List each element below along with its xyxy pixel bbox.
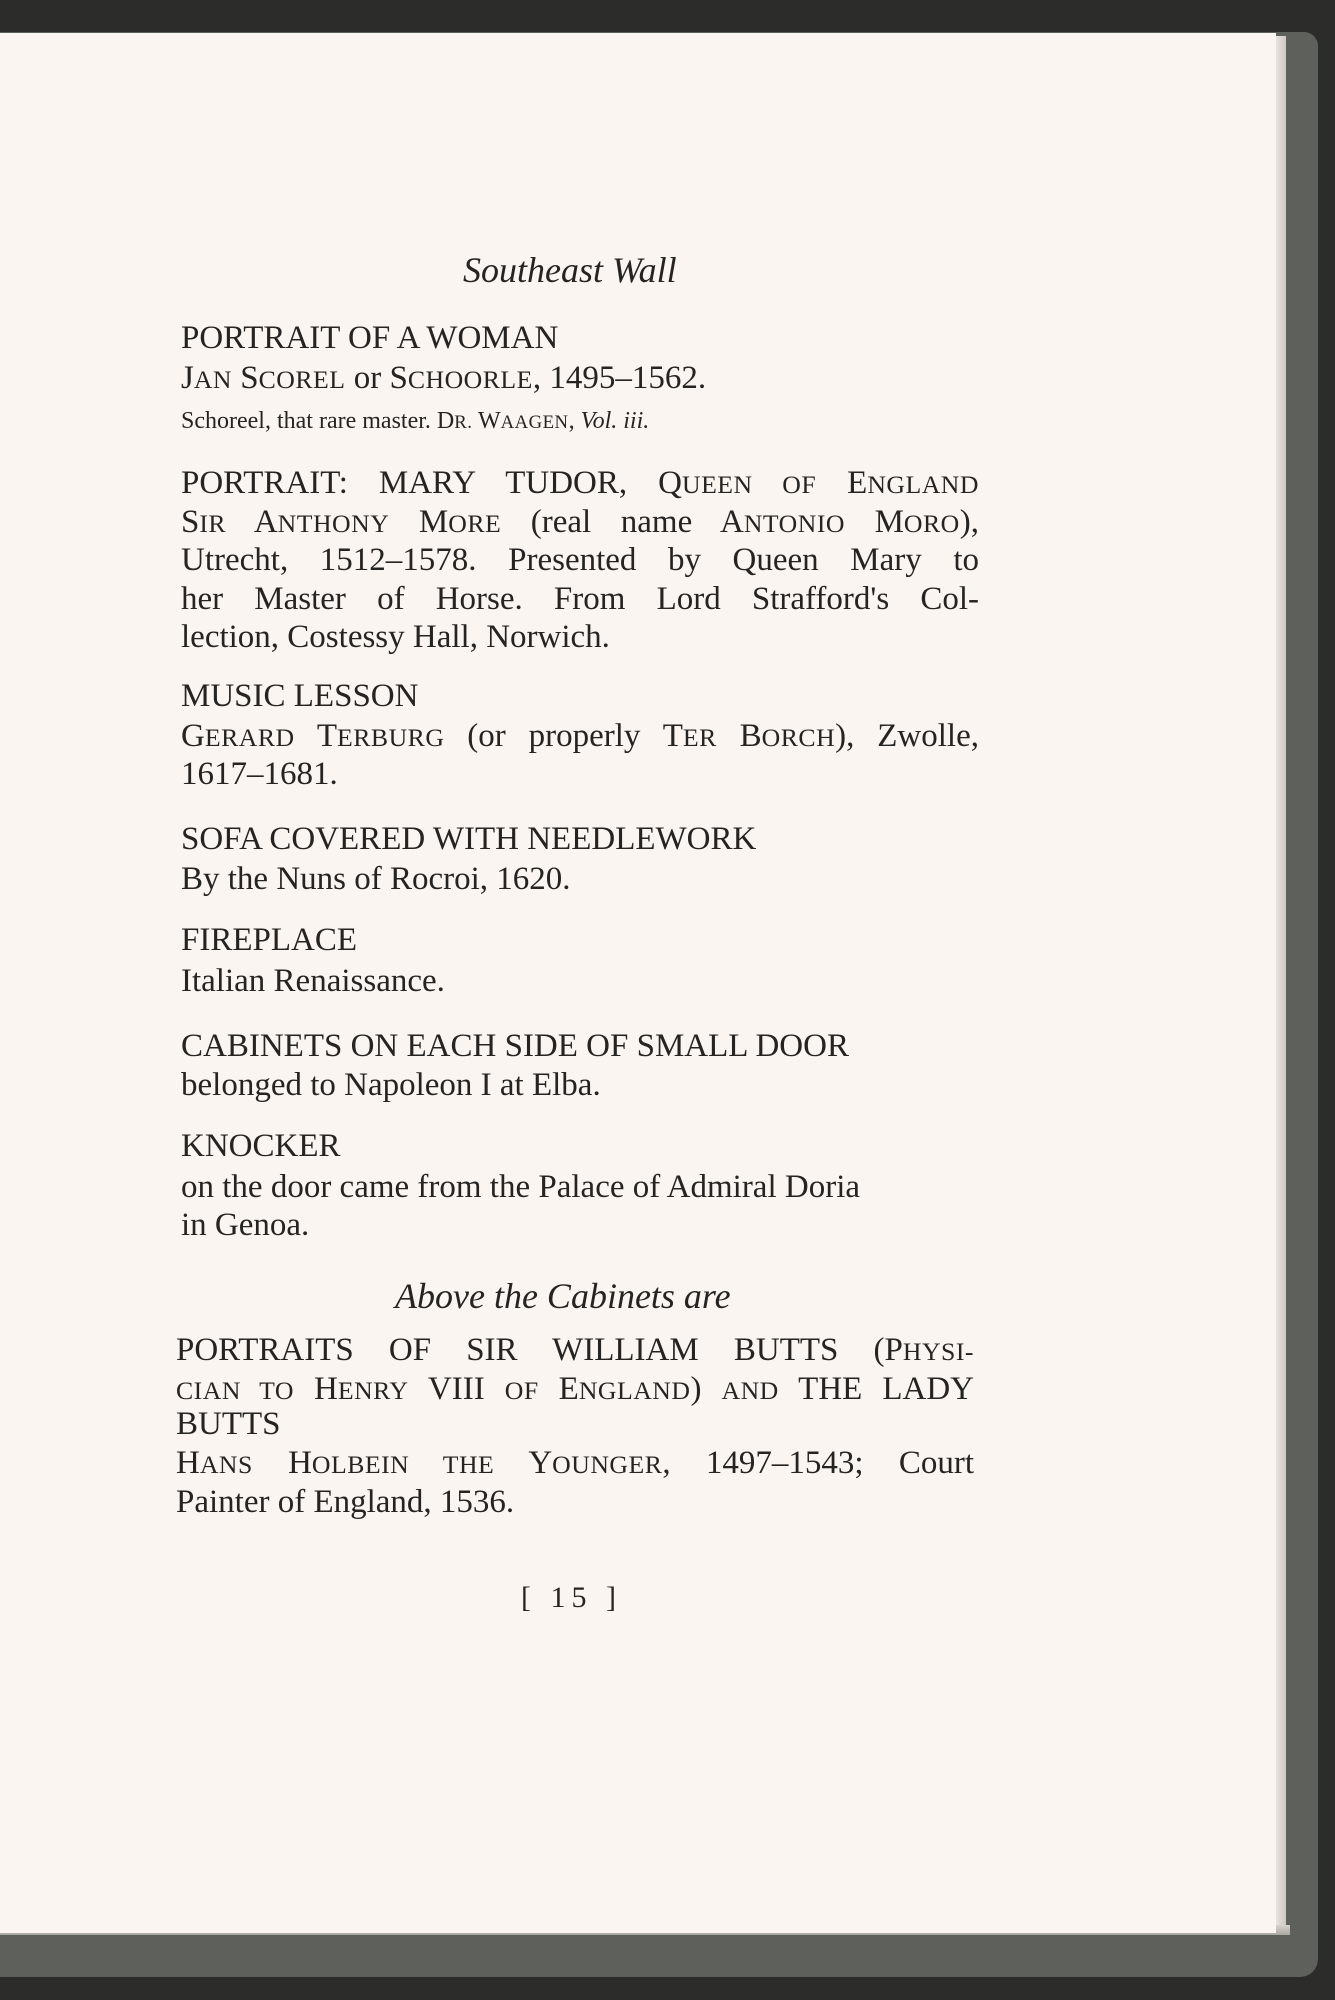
entry-text-line: her Master of Horse. From Lord Strafford's Col- [181, 581, 979, 617]
entry-title-butts-portraits: PORTRAITS OF SIR WILLIAM BUTTS (PHYSI- [176, 1332, 974, 1368]
entry-text-line: on the door came from the Palace of Admiral Doria [181, 1169, 861, 1205]
entry-title-cabinets: CABINETS ON EACH SIDE OF SMALL DOOR [181, 1028, 849, 1064]
entry-title-knocker: KNOCKER [181, 1128, 341, 1164]
entry-text-line: Utrecht, 1512–1578. Presented by Queen Mary to [181, 542, 979, 578]
entry-title-portrait-of-a-woman: PORTRAIT OF A WOMAN [181, 320, 559, 356]
entry-attribution-terburg: GERARD TERBURG (or properly TER BORCH), Zwolle, [181, 718, 979, 754]
entry-attribution-more: SIR ANTHONY MORE (real name ANTONIO MORO), [181, 504, 979, 540]
page-content [0, 33, 1276, 1933]
page-number: [ 15 ] [521, 1581, 622, 1614]
page-edge [1276, 36, 1286, 1932]
entry-text-line: 1617–1681. [181, 756, 338, 792]
entry-text-line: Painter of England, 1536. [176, 1484, 515, 1520]
entry-text-line: belonged to Napoleon I at Elba. [181, 1067, 601, 1103]
entry-title-music-lesson: MUSIC LESSON [181, 678, 419, 714]
section-heading-southeast-wall: Southeast Wall [463, 250, 677, 290]
entry-text-line: By the Nuns of Rocroi, 1620. [181, 861, 571, 897]
book-page [0, 33, 1276, 1933]
entry-text-line: in Genoa. [181, 1207, 310, 1243]
entry-quote-waagen: Schoreel, that rare master. DR. WAAGEN, Vol. iii. [181, 408, 650, 434]
section-heading-above-cabinets: Above the Cabinets are [395, 1276, 731, 1316]
entry-attribution-holbein: HANS HOLBEIN THE YOUNGER, 1497–1543; Court [176, 1445, 974, 1481]
entry-text-line: lection, Costessy Hall, Norwich. [181, 619, 610, 655]
entry-title-butts-portraits-cont: CIAN TO HENRY VIII OF ENGLAND) AND THE LADY [176, 1371, 975, 1407]
entry-text-line: Italian Renaissance. [181, 963, 445, 999]
entry-title-butts-portraits-end: BUTTS [176, 1406, 281, 1442]
entry-title-fireplace: FIREPLACE [181, 922, 358, 958]
entry-attribution-scorel: JAN SCOREL or SCHOORLE, 1495–1562. [181, 360, 707, 396]
entry-title-sofa: SOFA COVERED WITH NEEDLEWORK [181, 821, 757, 857]
entry-title-mary-tudor: PORTRAIT: MARY TUDOR, QUEEN OF ENGLAND [181, 465, 979, 501]
